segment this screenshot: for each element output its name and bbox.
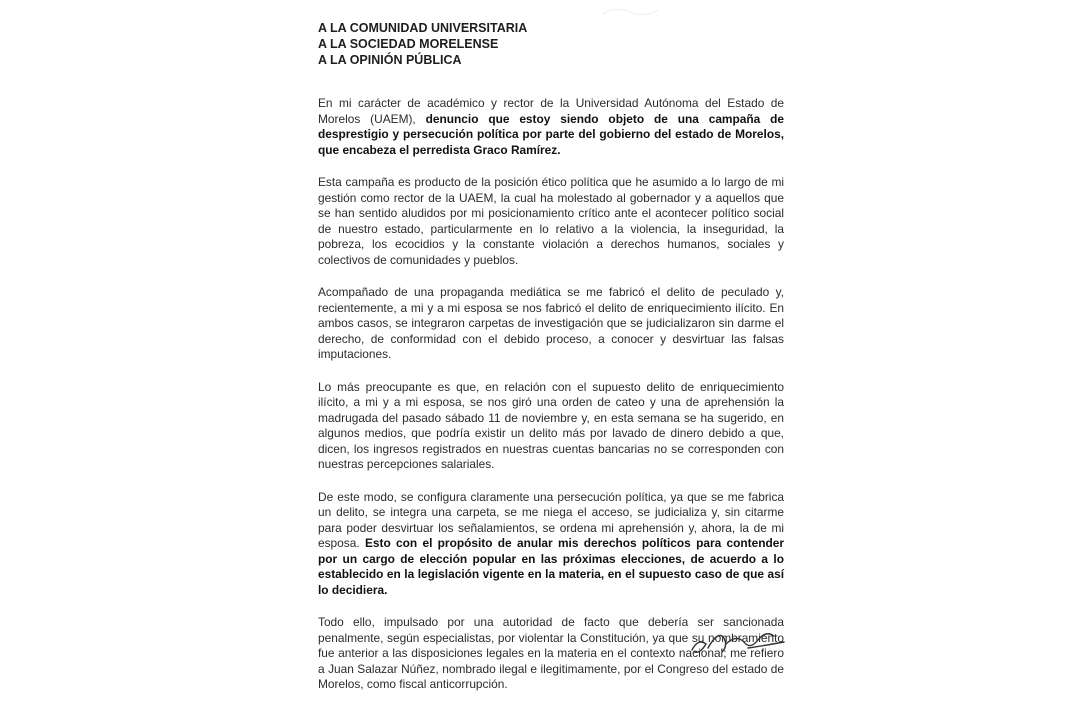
paragraph-text: Lo más preocupante es que, en relación con el supuesto delito de enriquecimiento ilícito, a mi y a mi esposa, se nos giró una orden de cateo y una de aprehensión la madrugada del pasado sábado 11 de noviembre y, en esta semana se ha sugerido, en algunos medios, que podría existir un delito más por lavado de dinero debido a que, dicen, los ingresos registrados en nuestras cuentas bancarias no se corresponden con nuestras percepciones salariales.: [318, 379, 784, 471]
paragraph-text: En mi carácter de académico y rector de la Universidad Autónoma del Estado de Morelos (UAEM),: [318, 96, 784, 126]
paragraph-5: [318, 490, 784, 599]
addressee-line: A LA OPINIÓN PÚBLICA: [318, 53, 462, 67]
paragraph-bold-text: denuncio que estoy siendo objeto de una campaña de desprestigio y persecución política por parte del gobierno del estado de Morelos, que encabeza el perredista Graco Ramírez.: [318, 111, 785, 157]
letter-body: [318, 96, 784, 710]
addressee-line: A LA COMUNIDAD UNIVERSITARIA: [318, 21, 528, 35]
paragraph-1: [318, 96, 784, 158]
signature-image: [688, 624, 788, 658]
addressee-block: [318, 20, 527, 68]
paragraph-text: Acompañado de una propaganda mediática se me fabricó el delito de peculado y, recientemente, a mi y a mi esposa se nos fabricó el delito de enriquecimiento ilícito. En ambos casos, se integraron carpetas de investigación que se judicializaron sin darme el derecho, de conformidad con el debido proceso, a conocer y desvirtuar las falsas imputaciones.: [318, 285, 784, 361]
scan-artifact-mark: [600, 2, 660, 20]
paragraph-text: De este modo, se configura claramente una persecución política, ya que se me fabrica un delito, se integra una carpeta, se me niega el acceso, se judicializa y, sin citarme para poder desvirtuar los señalamientos, se ordena mi aprehensión y, ahora, la de mi esposa.: [318, 489, 784, 550]
paragraph-text: Esta campaña es producto de la posición ético política que he asumido a lo largo de mi gestión como rector de la UAEM, la cual ha molestado al gobernador y a aquellos que se han sentido aludidos por mi posicionamiento crítico ante el acontecer político social de nuestro estado, particularmente en lo relativo a la violencia, la inseguridad, la pobreza, los ecocidios y la constante violación a derechos humanos, sociales y colectivos de comunidades y pueblos.: [318, 175, 784, 267]
addressee-line: A LA SOCIEDAD MORELENSE: [318, 37, 499, 51]
paragraph-4: [318, 380, 784, 473]
paragraph-bold-text: Esto con el propósito de anular mis derechos políticos para contender por un cargo de elección popular en las próximas elecciones, de acuerdo a lo establecido en la legislación vigente en la materia, en el supuesto caso de que así lo decidiera.: [318, 536, 784, 597]
paragraph-text: Todo ello, impulsado por una autoridad de facto que debería ser sancionada penalmente, según especialistas, por violentar la Constitución, ya que su nombramiento fue anterior a las disposiciones legales en la materia en el contexto nacional; me refiero a Juan Salazar Núñez, nombrado ilegal e ilegitimamente, por el Congreso del estado de Morelos, como fiscal anticorrupción.: [318, 615, 784, 691]
paragraph-3: [318, 285, 784, 363]
paragraph-2: [318, 175, 784, 268]
